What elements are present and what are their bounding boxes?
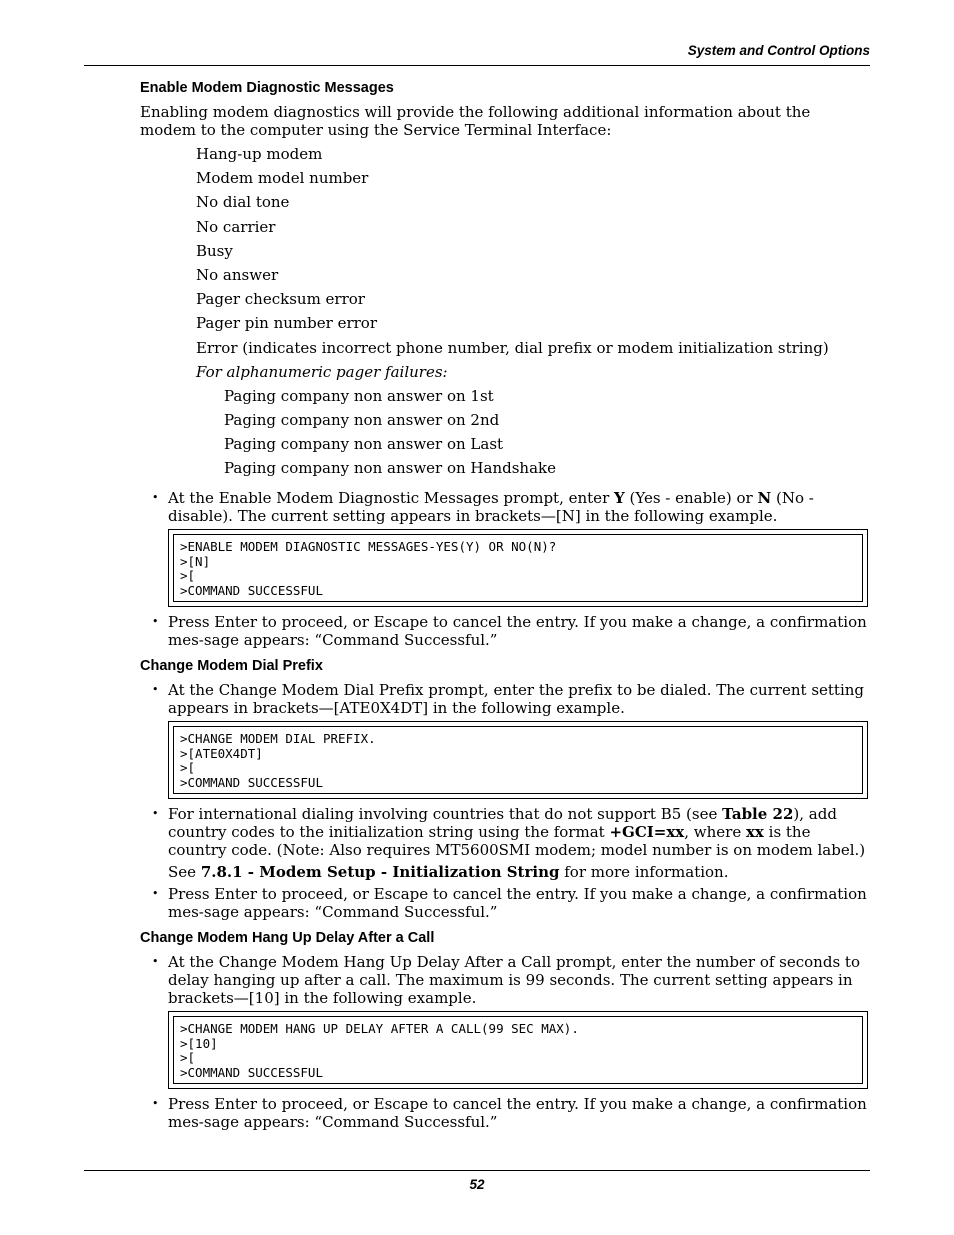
table-reference: Table 22 bbox=[722, 805, 794, 824]
code-line: >COMMAND SUCCESSFUL bbox=[180, 774, 323, 790]
intro-paragraph: Enabling modem diagnostics will provide the following additional information about the modem to the computer using the Service Terminal Interface: bbox=[140, 103, 811, 139]
footer-rule bbox=[84, 1170, 870, 1171]
list-item: Hang-up modem bbox=[196, 145, 323, 163]
code-line: >CHANGE MODEM DIAL PREFIX. bbox=[180, 731, 376, 747]
code-line: >CHANGE MODEM HANG UP DELAY AFTER A CALL(99 SEC MAX). bbox=[180, 1021, 579, 1037]
format-code: +GCI=xx bbox=[609, 823, 685, 842]
pager-failures-list bbox=[224, 387, 870, 478]
text: For international dialing involving countries that do not support B5 (see bbox=[168, 805, 723, 824]
key-y: Y bbox=[614, 489, 625, 508]
text: See bbox=[168, 863, 201, 882]
bullet-hang-up-prompt: • At the Change Modem Hang Up Delay After a Call prompt, enter the number of seconds to delay hanging up after a call. The maximum is 99 seconds. The current setting appears in brackets—[10] in the following example. bbox=[140, 953, 870, 1007]
key-n: N bbox=[757, 489, 772, 508]
diagnostic-info-list bbox=[196, 145, 870, 381]
code-line: >COMMAND SUCCESSFUL bbox=[180, 582, 323, 598]
code-line: >[ATE0X4DT] bbox=[180, 745, 263, 761]
code-line: >[ bbox=[180, 568, 196, 584]
section-heading-diagnostic: Enable Modem Diagnostic Messages bbox=[140, 80, 394, 96]
code-box-dial-prefix bbox=[168, 721, 868, 799]
list-item: Busy bbox=[196, 241, 233, 260]
list-item: No answer bbox=[196, 265, 279, 284]
code-line: >[10] bbox=[180, 1035, 218, 1051]
text: for more information. bbox=[559, 863, 729, 882]
page-content bbox=[140, 79, 870, 1135]
code-box-hang-up bbox=[168, 1011, 868, 1089]
bullet-press-enter: • Press Enter to proceed, or Escape to cancel the entry. If you make a change, a confirmation mes-sage appears: “Command Successful.” bbox=[140, 1095, 870, 1131]
code-line: >[ bbox=[180, 760, 196, 776]
pager-failures-label: For alphanumeric pager failures: bbox=[196, 362, 448, 381]
text: At the Enable Modem Diagnostic Messages prompt, enter bbox=[168, 489, 615, 508]
code-inner bbox=[173, 1016, 863, 1084]
section-heading-dial-prefix: Change Modem Dial Prefix bbox=[140, 658, 323, 675]
list-item: Paging company non answer on 2nd bbox=[224, 411, 500, 430]
text: ), add country codes to the initialization string using the format bbox=[168, 805, 837, 842]
see-reference bbox=[140, 863, 870, 881]
code-line: >[N] bbox=[180, 553, 211, 569]
section-reference: 7.8.1 - Modem Setup - Initialization String bbox=[200, 863, 560, 882]
list-item: Pager checksum error bbox=[196, 290, 365, 309]
header-rule bbox=[84, 65, 870, 66]
list-item: No carrier bbox=[196, 217, 276, 236]
list-item: Paging company non answer on Last bbox=[224, 435, 504, 454]
bullet-dial-prefix-prompt: • At the Change Modem Dial Prefix prompt, enter the prefix to be dialed. The current setting appears in brackets—[ATE0X4DT] in the following example. bbox=[140, 681, 870, 717]
page-number: 52 bbox=[469, 1177, 485, 1192]
code-box-diagnostic bbox=[168, 529, 868, 607]
text: is the country code. (Note: Also requires MT5600SMI modem; model number is on modem label.) bbox=[168, 823, 866, 860]
text: (Yes - enable) or bbox=[624, 489, 758, 508]
running-header: System and Control Options bbox=[687, 43, 870, 58]
bullet-international-dialing bbox=[140, 805, 870, 859]
bullet-enable-prompt bbox=[140, 489, 870, 525]
bullet-press-enter: • Press Enter to proceed, or Escape to cancel the entry. If you make a change, a confirmation mes-sage appears: “Command Successful.” bbox=[140, 885, 870, 921]
list-item: Paging company non answer on 1st bbox=[224, 386, 494, 405]
list-item: Error (indicates incorrect phone number, dial prefix or modem initialization string) bbox=[196, 338, 829, 357]
list-item: Paging company non answer on Handshake bbox=[224, 459, 556, 478]
code-line: >[ bbox=[180, 1050, 196, 1066]
code-line: >COMMAND SUCCESSFUL bbox=[180, 1064, 323, 1080]
list-item: No dial tone bbox=[196, 193, 290, 212]
text: (No - disable). The current setting appears in brackets—[N] in the following example. bbox=[168, 489, 814, 526]
section-heading-hang-up-delay: Change Modem Hang Up Delay After a Call bbox=[140, 930, 435, 947]
code-inner bbox=[173, 726, 863, 794]
text: , where bbox=[684, 823, 746, 842]
list-item: Modem model number bbox=[196, 169, 369, 188]
list-item: Pager pin number error bbox=[196, 314, 377, 333]
code-line: >ENABLE MODEM DIAGNOSTIC MESSAGES-YES(Y) OR NO(N)? bbox=[180, 539, 557, 555]
country-code: xx bbox=[745, 823, 764, 842]
bullet-press-enter: • Press Enter to proceed, or Escape to cancel the entry. If you make a change, a confirmation mes-sage appears: “Command Successful.” bbox=[140, 613, 870, 649]
code-inner bbox=[173, 534, 863, 602]
